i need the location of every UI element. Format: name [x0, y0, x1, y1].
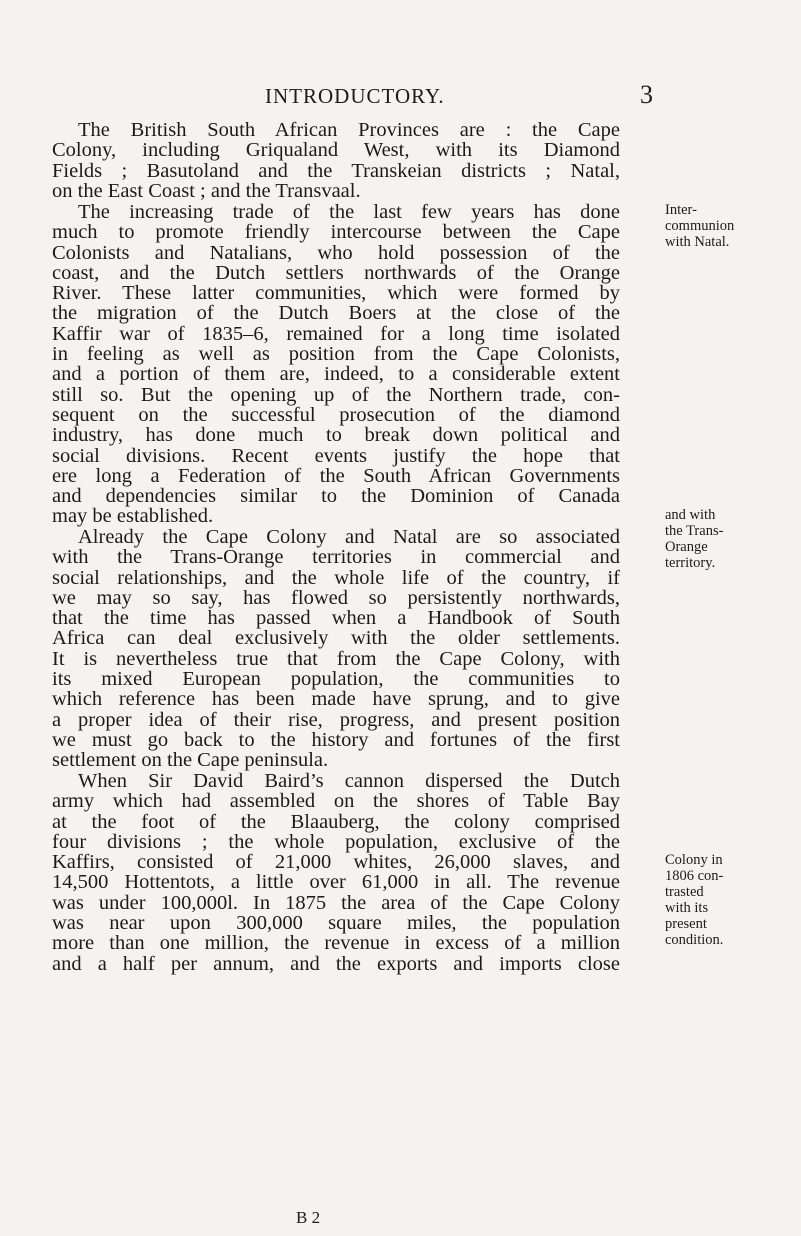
text-line: ere long a Federation of the South African Governments	[52, 464, 620, 487]
running-title: INTRODUCTORY.	[265, 84, 445, 108]
margin-note	[665, 507, 795, 571]
margin-note-line: with its	[665, 900, 709, 916]
text-line: Colony, including Griqualand West, with its Diamond	[52, 139, 620, 162]
text-line: It is nevertheless true that from the Cape Colony, with	[52, 647, 620, 670]
paragraph	[52, 527, 620, 771]
text-line: sequent on the successful prosecution of the diamond	[52, 403, 620, 426]
text-line: at the foot of the Blaauberg, the colony comprised	[52, 810, 620, 833]
text-line: the migration of the Dutch Boers at the close of the	[52, 302, 620, 325]
text-line: still so. But the opening up of the Northern trade, con-	[52, 383, 620, 406]
margin-note-line: and with	[665, 507, 716, 523]
text-line: its mixed European population, the communities to	[52, 668, 620, 691]
text-line: social relationships, and the whole life of the country, if	[52, 566, 620, 589]
paragraph	[52, 771, 620, 974]
margin-note-line: trasted	[665, 884, 704, 900]
margin-note	[665, 202, 795, 250]
text-line: much to promote friendly intercourse between the Cape	[52, 221, 620, 244]
text-line: army which had assembled on the shores of Table Bay	[52, 790, 620, 813]
margin-note-line: communion	[665, 218, 735, 234]
text-line: coast, and the Dutch settlers northwards of the Orange	[52, 261, 620, 284]
margin-note-line: present	[665, 916, 707, 932]
text-line: The increasing trade of the last few years has done	[78, 201, 620, 223]
margin-note-line: 1806 con-	[665, 868, 724, 884]
text-line: and dependencies similar to the Dominion of Canada	[52, 485, 620, 508]
text-line: that the time has passed when a Handbook of South	[52, 607, 620, 630]
margin-note-line: Orange	[665, 539, 708, 555]
margin-note-line: Inter-	[665, 202, 697, 218]
text-line: may be established.	[52, 505, 214, 528]
text-line: Kaffir war of 1835–6, remained for a long time isolated	[52, 322, 620, 345]
margin-note-line: Colony in	[665, 852, 723, 868]
text-line: we may so say, has flowed so persistently northwards,	[52, 586, 620, 609]
text-line: and a half per annum, and the exports and imports close	[52, 952, 620, 975]
text-line: social divisions. Recent events justify the hope that	[52, 444, 620, 467]
margin-note-line: territory.	[665, 555, 716, 571]
text-line: The British South African Provinces are : the Cape	[78, 119, 620, 141]
text-line: in feeling as well as position from the Cape Colonists,	[52, 343, 620, 366]
text-line: a proper idea of their rise, progress, and present position	[52, 708, 620, 731]
text-line: and a portion of them are, indeed, to a considerable extent	[52, 363, 620, 386]
text-line: settlement on the Cape peninsula.	[52, 749, 329, 772]
text-line: Already the Cape Colony and Natal are so associated	[78, 526, 620, 548]
text-line: When Sir David Baird’s cannon dispersed the Dutch	[78, 770, 620, 792]
margin-note-line: condition.	[665, 932, 724, 948]
text-line: Kaffirs, consisted of 21,000 whites, 26,000 slaves, and	[52, 851, 620, 874]
margin-note-line: the Trans-	[665, 523, 724, 539]
text-line: which reference has been made have sprung, and to give	[52, 688, 620, 711]
text-line: was near upon 300,000 square miles, the population	[52, 912, 620, 935]
page-number: 3	[640, 80, 653, 109]
text-line: Colonists and Natalians, who hold possession of the	[52, 241, 620, 264]
text-line: with the Trans-Orange territories in commercial and	[52, 546, 620, 569]
text-line: four divisions ; the whole population, exclusive of the	[52, 830, 620, 853]
signature-mark: B 2	[296, 1208, 321, 1227]
paragraph	[52, 202, 620, 527]
text-line: River. These latter communities, which were formed by	[52, 282, 620, 305]
paragraph	[52, 120, 620, 202]
text-line: was under 100,000l. In 1875 the area of the Cape Colony	[52, 891, 620, 914]
text-line: we must go back to the history and fortunes of the first	[52, 728, 620, 751]
body-text	[52, 120, 620, 974]
text-line: Africa can deal exclusively with the older settlements.	[52, 627, 620, 650]
text-line: 14,500 Hottentots, a little over 61,000 in all. The revenue	[52, 871, 620, 894]
text-line: more than one million, the revenue in excess of a million	[52, 932, 620, 955]
text-line: on the East Coast ; and the Transvaal.	[52, 179, 361, 202]
text-line: Fields ; Basutoland and the Transkeian districts ; Natal,	[52, 159, 620, 182]
text-line: industry, has done much to break down political and	[52, 424, 620, 447]
margin-note	[665, 852, 795, 948]
margin-note-line: with Natal.	[665, 234, 730, 250]
